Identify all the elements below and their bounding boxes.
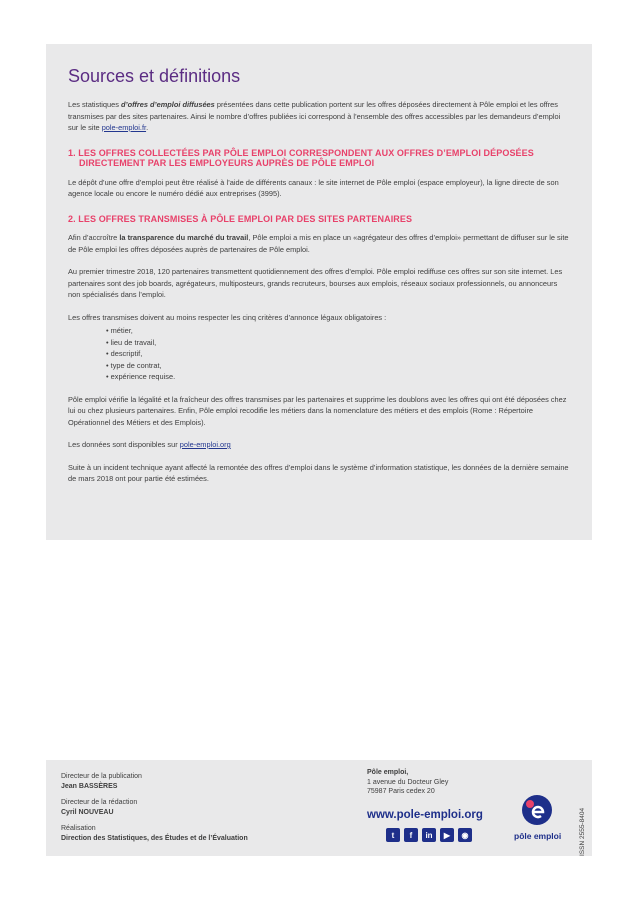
- section-2-paragraph-6: Suite à un incident technique ayant affecté la remontée des offres d’emploi dans le système d’information statistique, les données de la dernière semaine de mars 2018 ont pour partie été estimées.: [68, 462, 569, 483]
- section-1-heading-line1: 1. LES OFFRES COLLECTÉES PAR PÔLE EMPLOI CORRESPONDENT AUX OFFRES D’EMPLOI DÉPOSÉES: [68, 147, 534, 158]
- section-2-paragraph-3: Les offres transmises doivent au moins respecter les cinq critères d’annonce légaux obligatoires :: [68, 312, 387, 322]
- list-item: • type de contrat,: [106, 360, 162, 370]
- publication-director-label: Directeur de la publication: [61, 773, 142, 780]
- intro-text-d: .: [146, 123, 149, 132]
- rss-icon[interactable]: ◉: [458, 828, 472, 842]
- issn-number: ISSN 2555-8404: [579, 807, 586, 856]
- publication-director-name: Jean BASSÈRES: [61, 782, 118, 790]
- footer-panel: [46, 760, 592, 856]
- address-line-1: 1 avenue du Docteur Gley: [367, 778, 449, 786]
- sources-definitions-panel: [46, 44, 592, 540]
- linkedin-icon[interactable]: in: [422, 828, 436, 842]
- credits: [61, 772, 248, 850]
- s2p1-text-a: Afin d’accroître: [68, 233, 120, 242]
- production-name: Direction des Statistiques, des Études et de l’Évaluation: [61, 834, 248, 842]
- list-item: • métier,: [106, 326, 133, 335]
- editorial-director-label: Directeur de la rédaction: [61, 799, 138, 806]
- section-1-text: Le dépôt d’une offre d’emploi peut être réalisé à l’aide de différents canaux : le site internet de Pôle emploi (espace employeur), la ligne directe de son agence locale ou encore le numéro dédié aux entreprises (3995).: [68, 177, 559, 198]
- section-2-paragraph-5: [68, 439, 570, 451]
- s2p1-emphasis: la transparence du marché du travail: [119, 233, 249, 242]
- intro-text-a: Les statistiques: [68, 100, 121, 109]
- facebook-icon[interactable]: f: [404, 828, 418, 842]
- intro-text-c: présentées dans cette publication portent sur les offres déposées directement à Pôle emploi et les offres transmises par des sites partenaires. Ainsi le nombre d’offres publiées ici correspond à l’ensemble des offres accessibles par les demandeurs d’emploi sur le site: [68, 100, 561, 132]
- editorial-director-name: Cyril NOUVEAU: [61, 808, 114, 816]
- section-2-heading: 2. LES OFFRES TRANSMISES À PÔLE EMPLOI PAR DES SITES PARTENAIRES: [68, 213, 413, 224]
- pole-emploi-logo: [506, 788, 568, 850]
- list-item: • lieu de travail,: [106, 337, 157, 347]
- address-line-2: 75987 Paris cedex 20: [367, 788, 435, 795]
- production-label: Réalisation: [61, 825, 96, 832]
- s2p1-text-c: , Pôle emploi a mis en place un «agrégateur des offres d’emploi» permettant de diffuser sur le site de Pôle emploi les offres déposées auprès de partenaires de Pôle emploi.: [68, 233, 569, 254]
- page-title: Sources et définitions: [68, 66, 241, 86]
- logo-text: pôle emploi: [514, 831, 562, 841]
- section-2-paragraph-2: Au premier trimestre 2018, 120 partenaires transmettent quotidiennement des offres d’emploi. Pôle emploi rediffuse ces offres sur son site internet. Les partenaires sont des job boards, agrégateurs, multiposteurs, grands recruteurs, bourses aux emplois, réseaux sociaux professionnels, ou annonceurs non spécialisés dans l’emploi.: [68, 267, 563, 299]
- intro-paragraph: [68, 99, 570, 134]
- twitter-icon[interactable]: t: [386, 828, 400, 842]
- address-block: [367, 768, 448, 797]
- list-item: • descriptif,: [106, 349, 143, 358]
- pole-emploi-org-link[interactable]: pole-emploi.org: [179, 440, 231, 449]
- youtube-icon[interactable]: ▶: [440, 828, 454, 842]
- section-1-heading-line2: DIRECTEMENT PAR LES EMPLOYEURS AUPRÈS DE PÔLE EMPLOI: [79, 158, 375, 168]
- social-links: [386, 828, 472, 842]
- list-item: • expérience requise.: [106, 372, 176, 381]
- pole-emploi-fr-link[interactable]: pole-emploi.fr: [101, 123, 147, 132]
- s2p5-text: Les données sont disponibles sur: [68, 440, 180, 449]
- website-link[interactable]: www.pole-emploi.org: [367, 809, 483, 821]
- criteria-list: [106, 325, 570, 383]
- section-1-heading: [68, 148, 570, 169]
- section-2-paragraph-1: [68, 232, 570, 255]
- section-2-paragraph-4: Pôle emploi vérifie la légalité et la fraîcheur des offres transmises par les partenaires et supprime les doublons avec les offres qui ont été déposées chez lui ou chez plusieurs partenaires. Enfin, Pôle emploi recodifie les métiers dans la nomenclature des métiers et des emplois (Rome : Répertoire Opérationnel des Métiers et des Emplois).: [68, 394, 567, 427]
- intro-emphasis: d’offres d’emploi diffusées: [121, 100, 215, 109]
- organization-name: Pôle emploi,: [367, 769, 409, 776]
